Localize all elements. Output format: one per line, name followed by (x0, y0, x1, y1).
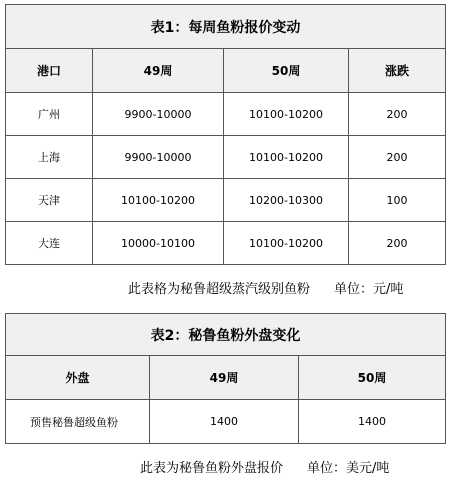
week-49-cell: 10100-10200 (93, 179, 224, 222)
port-cell: 广州 (6, 93, 93, 136)
week-50-cell: 10100-10200 (224, 93, 349, 136)
table-row (6, 222, 446, 265)
change-cell: 200 (349, 136, 446, 179)
header-week-50: 50周 (299, 356, 446, 400)
header-week-50: 50周 (224, 49, 349, 93)
week-50-cell: 10100-10200 (224, 222, 349, 265)
header-week-49: 49周 (93, 49, 224, 93)
product-cell: 预售秘鲁超级鱼粉 (6, 400, 150, 444)
header-port: 港口 (6, 49, 93, 93)
header-week-49: 49周 (150, 356, 299, 400)
week-49-cell: 9900-10000 (93, 136, 224, 179)
week-50-cell: 1400 (299, 400, 446, 444)
table-header-row (6, 49, 446, 93)
header-offshore: 外盘 (6, 356, 150, 400)
week-50-cell: 10200-10300 (224, 179, 349, 222)
week-49-cell: 1400 (150, 400, 299, 444)
table1-unit: 单位：元/吨 (334, 282, 404, 297)
table1-note: 此表格为秘鲁超级蒸汽级别鱼粉 (128, 282, 311, 297)
table-row (6, 136, 446, 179)
offshore-price-table (5, 313, 446, 444)
week-49-cell: 10000-10100 (93, 222, 224, 265)
week-50-cell: 10100-10200 (224, 136, 349, 179)
change-cell: 100 (349, 179, 446, 222)
table-row (6, 93, 446, 136)
table-title: 表2：秘鲁鱼粉外盘变化 (6, 314, 446, 356)
header-change: 涨跌 (349, 49, 446, 93)
table2-note: 此表为秘鲁鱼粉外盘报价 (140, 461, 284, 476)
table-row (6, 400, 446, 444)
week-49-cell: 9900-10000 (93, 93, 224, 136)
table-row (6, 179, 446, 222)
change-cell: 200 (349, 93, 446, 136)
port-cell: 上海 (6, 136, 93, 179)
table-title: 表1：每周鱼粉报价变动 (6, 5, 446, 49)
port-cell: 天津 (6, 179, 93, 222)
table2-footnote (140, 457, 389, 476)
weekly-price-table (5, 4, 446, 265)
table-header-row (6, 356, 446, 400)
port-cell: 大连 (6, 222, 93, 265)
table2-unit: 单位：美元/吨 (307, 461, 390, 476)
table1-footnote (128, 278, 403, 297)
change-cell: 200 (349, 222, 446, 265)
